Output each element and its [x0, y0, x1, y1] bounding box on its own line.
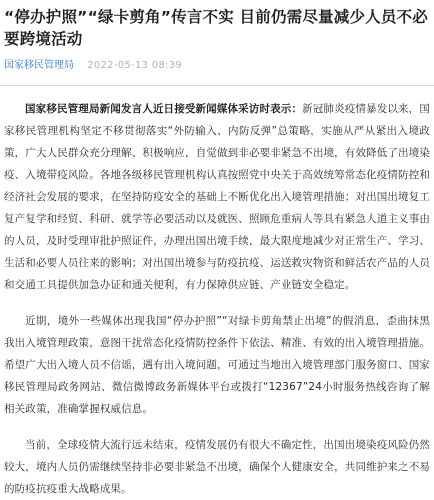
- article-title: “停办护照”“绿卡剪角”传言不实 目前仍需尽量减少人员不必要跨境活动: [4, 8, 428, 48]
- paragraph-text: 新冠肺炎疫情暴发以来，国家移民管理机构坚定不移贯彻落实“外防输入、内防反弹”总策略，实施从严从紧出入境政策，广大人民群众充分理解、积极响应，自觉做到非必要非紧急不出境，有效降低了出境染疫、入境带疫风险。各地各级移民管理机构认真按照党中央关于高效统筹常态化疫情防控和经济社会发展的要求，在坚持防疫安全的基础上不断优化出入境管理措施；对出国出境复工复产复学和经贸、科研、就学等必要活动以及就医、照顾危重病人等具有紧急人道主义事由的人员，及时受理审批护照证件，办理出国出境手续，最大限度地减少对正常生产、学习、生活和必要人员往来的影响；对出国出境参与防疫抗疫、运送救灾物资和鲜活农产品的人员和交通工具提供加急办证和通关便利，有力保障供应链、产业链安全稳定。: [4, 103, 430, 291]
- article-date: 2022-05-13 08:39: [87, 60, 183, 71]
- paragraph-text: 当前，全球疫情大流行远未结束，疫情发展仍有很大不确定性，出国出境染疫风险仍然较大，境内人员仍需继续坚持非必要非紧急不出境，确保个人健康安全，共同维护来之不易的防疫抗疫重大战略成果。: [4, 439, 430, 495]
- article-source-link[interactable]: 国家移民管理局: [4, 60, 74, 71]
- paragraph-2: [4, 310, 430, 420]
- paragraph-1: [4, 98, 430, 296]
- paragraph-lead: 国家移民管理局新闻发言人近日接受新闻媒体采访时表示：: [25, 103, 303, 115]
- paragraph-3: [4, 434, 430, 500]
- article-body: [0, 86, 434, 500]
- paragraph-text: 近期，境外一些媒体出现我国“停办护照”“对绿卡剪角禁止出境”的假消息，歪曲抹黑我出入境管理政策，意图干扰常态化疫情防控条件下依法、精准、有效的出入境管理措施。希望广大出入境人员不信谣，遇有出入境问题，可通过当地出入境管理部门服务窗口、国家移民管理局政务网站、微信微博政务新媒体平台或拨打“12367”24小时服务热线咨询了解相关政策，准确掌握权威信息。: [4, 315, 430, 415]
- article-meta: [0, 50, 434, 73]
